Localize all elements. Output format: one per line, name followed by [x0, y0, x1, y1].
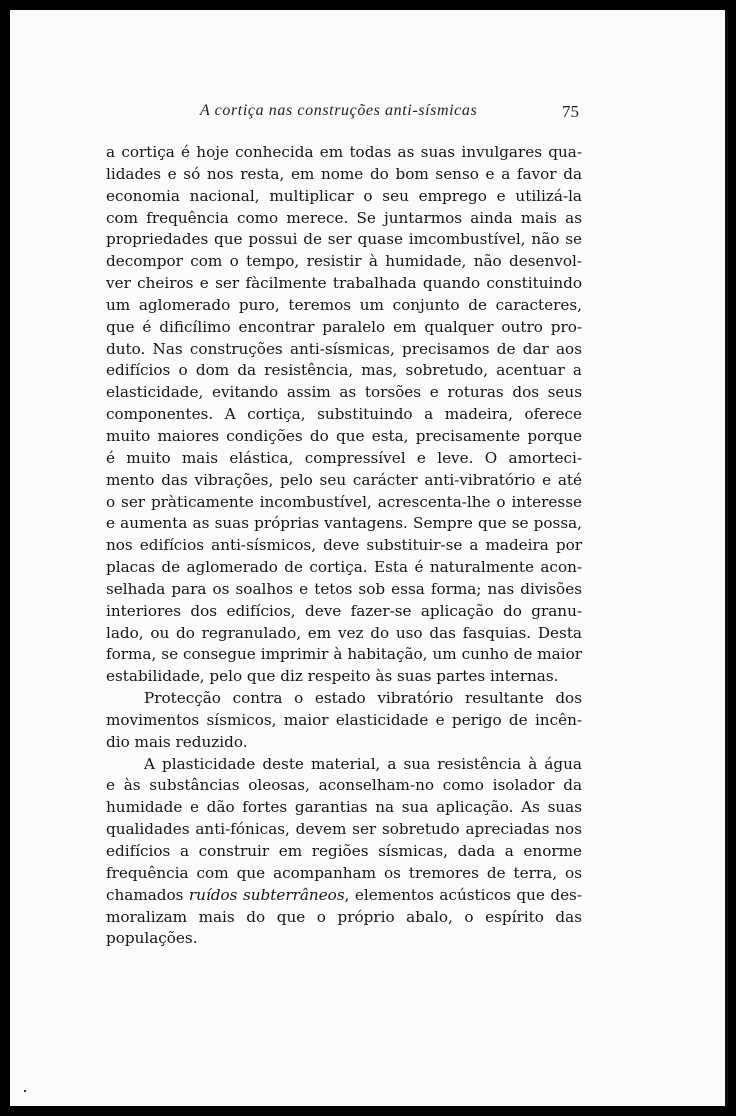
text-line: A plasticidade deste material, a sua resistência à água: [144, 754, 582, 773]
text-line: a cortiça é hoje conhecida em todas as suas invulgares qua-: [106, 143, 582, 161]
text-line: movimentos sísmicos, maior elasticidade e perigo de incên-: [106, 710, 582, 729]
book-page: [10, 10, 728, 1106]
text-line: lidades e só nos resta, em nome do bom senso e a favor da: [106, 164, 582, 183]
text-line: edifícios a construir em regiões sísmicas, dada a enorme: [106, 842, 582, 860]
text-line: elasticidade, evitando assim as torsões e roturas dos seus: [106, 383, 582, 402]
text-line: que é dificílimo encontrar paralelo em qualquer outro pro-: [106, 317, 582, 336]
text-line: propriedades que possui de ser quase imcombustível, não se: [106, 230, 582, 249]
text-line: é muito mais elástica, compressível e leve. O amorteci-: [106, 448, 582, 467]
text-line: forma, se consegue imprimir à habitação, um cunho de maior: [106, 645, 582, 664]
text-line: dio mais reduzido.: [106, 732, 248, 751]
text-line: Protecção contra o estado vibratório resultante dos: [144, 689, 582, 708]
text-run: chamados: [106, 885, 189, 904]
italic-term: ruídos subterrâneos: [188, 885, 345, 904]
text-line: estabilidade, pelo que diz respeito às suas partes internas.: [106, 667, 559, 686]
page-header: [10, 102, 725, 124]
text-line: componentes. A cortiça, substituindo a madeira, oferece: [106, 405, 582, 424]
text-line: interiores dos edifícios, deve fazer-se aplicação do granu-: [106, 601, 582, 620]
text-line: e aumenta as suas próprias vantagens. Sempre que se possa,: [106, 514, 582, 533]
text-line: humidade e dão fortes garantias na sua aplicação. As suas: [106, 798, 582, 817]
text-line: edifícios o dom da resistência, mas, sobretudo, acentuar a: [106, 361, 582, 380]
text-line: com frequência como merece. Se juntarmos ainda mais as: [106, 208, 582, 227]
text-line: lado, ou do regranulado, em vez do uso das fasquias. Desta: [106, 623, 582, 642]
text-line: placas de aglomerado de cortiça. Esta é naturalmente acon-: [106, 558, 582, 577]
text-line: o ser pràticamente incombustível, acrescenta-lhe o interesse: [106, 492, 582, 511]
text-run: , elementos acústicos que des-: [344, 885, 582, 904]
text-line-with-italic: [106, 885, 582, 907]
running-title: A cortiça nas construções anti-sísmicas: [200, 102, 478, 119]
text-line: frequência com que acompanham os tremores de terra, os: [106, 863, 582, 882]
scan-speck: [24, 1090, 26, 1092]
text-line: economia nacional, multiplicar o seu emprego e utilizá-la: [106, 186, 582, 205]
text-line: populações.: [106, 929, 198, 948]
body-text: [106, 142, 582, 950]
text-line: nos edifícios anti-sísmicos, deve substituir-se a madeira por: [106, 536, 582, 555]
text-line: muito maiores condições do que esta, precisamente porque: [106, 426, 582, 445]
text-line: moralizam mais do que o próprio abalo, o espírito das: [106, 907, 582, 926]
text-line: um aglomerado puro, teremos um conjunto de caracteres,: [106, 295, 582, 314]
text-line: selhada para os soalhos e tetos sob essa forma; nas divisões: [106, 579, 582, 598]
text-line: duto. Nas construções anti-sísmicas, precisamos de dar aos: [106, 339, 582, 358]
page-number: 75: [562, 102, 579, 121]
text-line: mento das vibrações, pelo seu carácter anti-vibratório e até: [106, 470, 582, 489]
text-line: qualidades anti-fónicas, devem ser sobretudo apreciadas nos: [106, 820, 582, 839]
text-line: e às substâncias oleosas, aconselham-no como isolador da: [106, 776, 582, 795]
text-line: decompor com o tempo, resistir à humidade, não desenvol-: [106, 252, 582, 271]
text-line: ver cheiros e ser fàcilmente trabalhada quando constituindo: [106, 274, 582, 293]
